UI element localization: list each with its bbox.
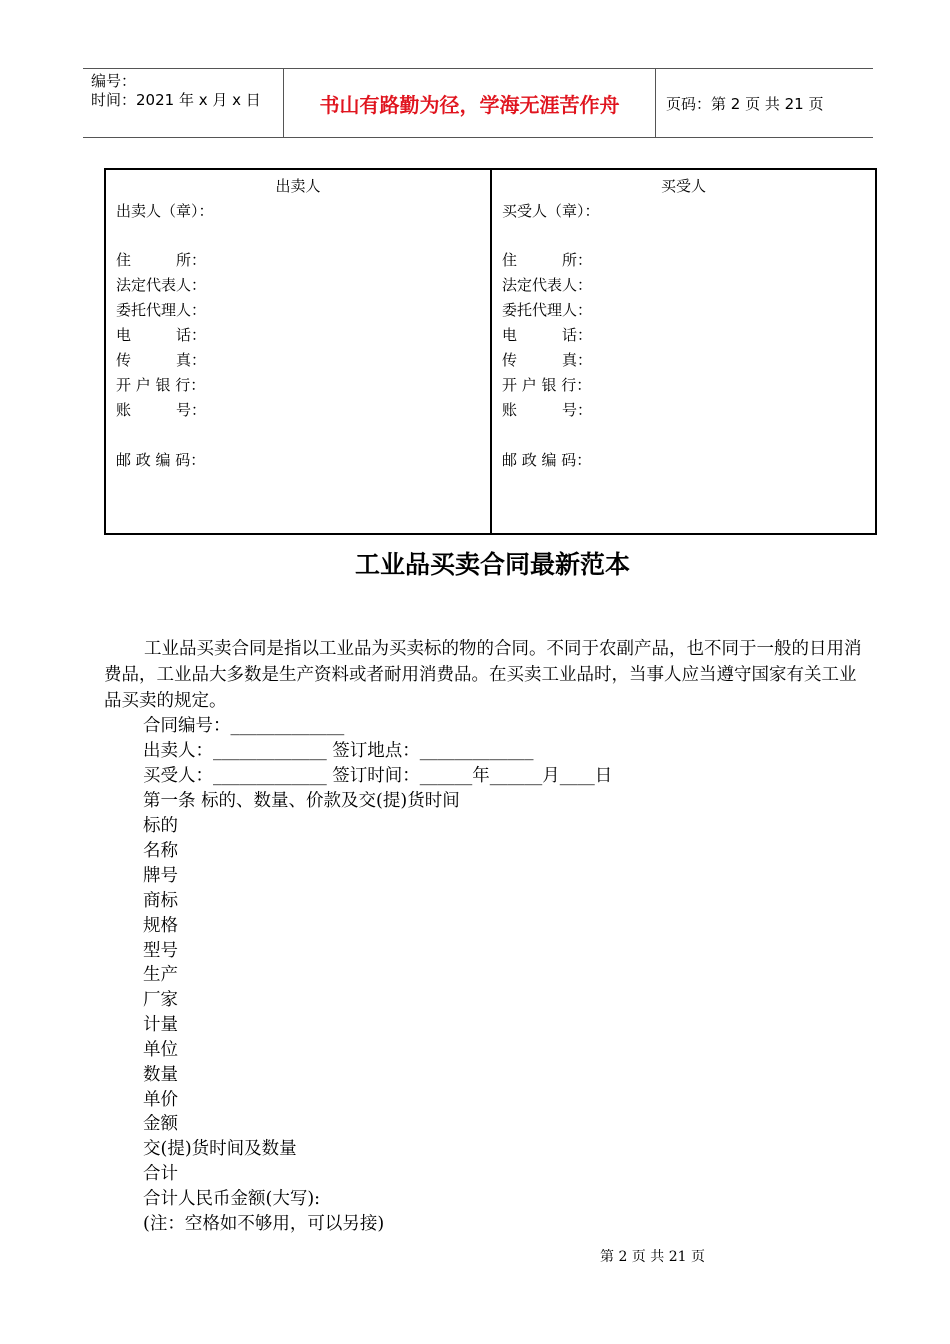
field-label: 型号: [143, 941, 178, 961]
seller-sign-place-line: 出卖人：_____________ 签订地点：_____________: [143, 741, 534, 761]
seller-seal-line: 出卖人（章）：: [116, 202, 214, 220]
buyer-heading: 买受人: [660, 177, 706, 195]
field-label: 单价: [143, 1090, 178, 1110]
seller-bank-line: 开 户 银 行：: [116, 376, 206, 394]
seller-legal-rep-line: 法定代表人：: [116, 276, 207, 294]
field-label: 规格: [143, 916, 178, 936]
page-header: [83, 68, 873, 138]
buyer-phone-line: 电 话：: [502, 326, 593, 344]
buyer-agent-line: 委托代理人：: [502, 301, 593, 319]
seller-postcode-line: 邮 政 编 码：: [116, 451, 206, 469]
document-date-label: 时间：2021 年 x 月 x 日: [91, 91, 261, 109]
seller-phone-line: 电 话：: [116, 326, 207, 344]
total-label: 合计: [143, 1164, 178, 1184]
header-meta: [83, 69, 283, 137]
seller-column: [106, 170, 492, 533]
note-line: (注：空格如不够用，可以另接): [143, 1214, 385, 1234]
buyer-bank-line: 开 户 银 行：: [502, 376, 592, 394]
buyer-fax-line: 传 真：: [502, 351, 593, 369]
field-label: 交(提)货时间及数量: [143, 1139, 297, 1159]
buyer-seal-line: 买受人（章）：: [502, 202, 600, 220]
contract-number-line: 合同编号：_____________: [143, 716, 345, 736]
party-table: [104, 168, 877, 535]
article-one-heading: 第一条 标的、数量、价款及交(提)货时间: [143, 791, 460, 811]
document-number-label: 编号：: [91, 72, 137, 90]
buyer-address-line: 住 所：: [502, 251, 593, 269]
field-label: 数量: [143, 1065, 178, 1085]
field-label: 牌号: [143, 866, 178, 886]
buyer-sign-date-line: 买受人：_____________ 签订时间：______年______月____日: [143, 766, 613, 786]
document-title: 工业品买卖合同最新范本: [354, 550, 630, 579]
field-label: 名称: [143, 841, 178, 861]
field-label: 厂家: [143, 990, 178, 1010]
buyer-legal-rep-line: 法定代表人：: [502, 276, 593, 294]
intro-paragraph: 工业品买卖合同是指以工业品为买卖标的物的合同。不同于农副产品，也不同于一般的日用消费品，工业品大多数是生产资料或者耐用消费品。在买卖工业品时，当事人应当遵守国家有关工业品买卖的规定。: [104, 639, 862, 711]
buyer-account-line: 账 号：: [502, 401, 593, 419]
seller-address-line: 住 所：: [116, 251, 207, 269]
buyer-column: [492, 170, 875, 533]
total-amount-label: 合计人民币金额(大写):: [143, 1189, 321, 1209]
seller-heading: 出卖人: [275, 177, 321, 195]
seller-fax-line: 传 真：: [116, 351, 207, 369]
header-page-number: 页码：第 2 页 共 21 页: [666, 94, 824, 113]
field-label: 金额: [143, 1114, 178, 1134]
seller-agent-line: 委托代理人：: [116, 301, 207, 319]
header-motto: 书山有路勤为径，学海无涯苦作舟: [283, 69, 656, 137]
field-label: 单位: [143, 1040, 178, 1060]
field-label: 生产: [143, 965, 178, 985]
page-footer: 第 2 页 共 21 页: [600, 1249, 705, 1265]
seller-account-line: 账 号：: [116, 401, 207, 419]
buyer-postcode-line: 邮 政 编 码：: [502, 451, 592, 469]
field-label: 计量: [143, 1015, 178, 1035]
field-label: 商标: [143, 891, 178, 911]
field-label: 标的: [143, 816, 178, 836]
